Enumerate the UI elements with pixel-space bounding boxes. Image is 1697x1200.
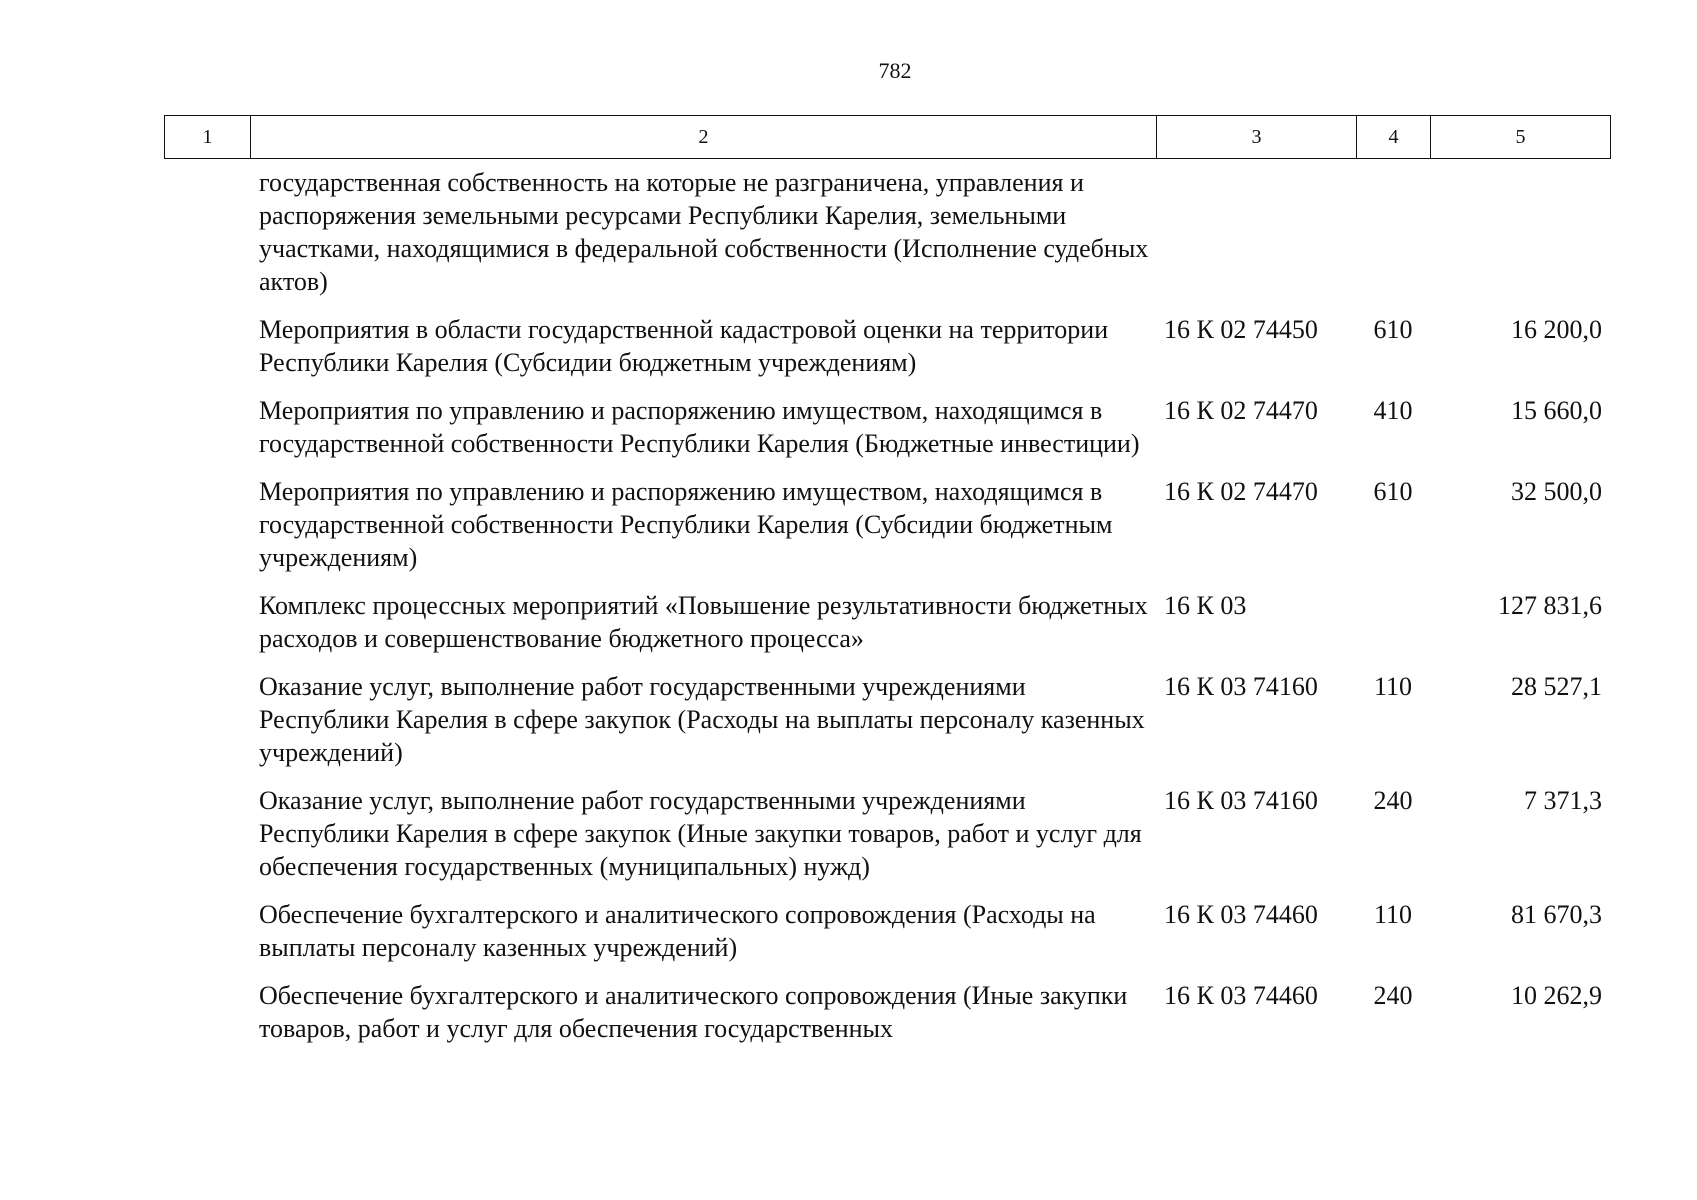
row-amount bbox=[1430, 166, 1610, 298]
row-number-cell bbox=[164, 475, 250, 574]
row-amount: 32 500,0 bbox=[1511, 477, 1602, 506]
page-number: 782 bbox=[878, 58, 912, 83]
row-type bbox=[1356, 166, 1430, 298]
row-amount: 15 660,0 bbox=[1511, 396, 1602, 425]
row-code: 16 К 03 bbox=[1164, 591, 1247, 620]
row-code bbox=[1156, 166, 1356, 298]
table-row bbox=[164, 670, 1610, 769]
row-name: Комплекс процессных мероприятий «Повышение результативности бюджетных расходов и совершенствование бюджетного процесса» bbox=[259, 591, 1148, 653]
table-body bbox=[164, 166, 1610, 1060]
row-name: Обеспечение бухгалтерского и аналитического сопровождения (Расходы на выплаты персоналу казенных учреждений) bbox=[259, 900, 1096, 962]
table-row bbox=[164, 166, 1610, 298]
row-code: 16 К 03 74460 bbox=[1164, 900, 1318, 929]
row-name: Оказание услуг, выполнение работ государственными учреждениями Республики Карелия в сфере закупок (Иные закупки товаров, работ и услуг для обеспечения государственных (муниципальных) нужд) bbox=[259, 786, 1142, 881]
column-header-table bbox=[164, 115, 1611, 159]
row-number-cell bbox=[164, 313, 250, 379]
table-row bbox=[164, 475, 1610, 574]
row-number-cell bbox=[164, 166, 250, 298]
row-code: 16 К 03 74460 bbox=[1164, 981, 1318, 1010]
row-name: государственная собственность на которые не разграничена, управления и распоряжения земельными ресурсами Республики Карелия, земельными участками, находящимися в федеральной собственности (Исполнение судебных актов) bbox=[259, 168, 1149, 296]
row-amount: 16 200,0 bbox=[1511, 315, 1602, 344]
row-amount: 127 831,6 bbox=[1498, 591, 1602, 620]
row-code: 16 К 03 74160 bbox=[1164, 786, 1318, 815]
row-code: 16 К 02 74470 bbox=[1164, 396, 1318, 425]
row-amount: 10 262,9 bbox=[1511, 981, 1602, 1010]
column-header-row bbox=[165, 116, 1611, 159]
row-number-cell bbox=[164, 394, 250, 460]
row-type: 610 bbox=[1373, 315, 1413, 344]
row-code: 16 К 02 74470 bbox=[1164, 477, 1318, 506]
row-type: 610 bbox=[1373, 477, 1413, 506]
row-name: Мероприятия в области государственной кадастровой оценки на территории Республики Карелия (Субсидии бюджетным учреждениям) bbox=[259, 315, 1109, 377]
row-number-cell bbox=[164, 589, 250, 655]
table-row bbox=[164, 898, 1610, 964]
row-type: 240 bbox=[1373, 981, 1413, 1010]
row-amount: 7 371,3 bbox=[1524, 786, 1602, 815]
table-row bbox=[164, 313, 1610, 379]
row-number-cell bbox=[164, 784, 250, 883]
row-name: Оказание услуг, выполнение работ государственными учреждениями Республики Карелия в сфере закупок (Расходы на выплаты персоналу казенных учреждений) bbox=[259, 672, 1145, 767]
row-amount: 81 670,3 bbox=[1511, 900, 1602, 929]
row-type: 240 bbox=[1373, 786, 1413, 815]
row-type: 110 bbox=[1373, 672, 1413, 701]
row-amount: 28 527,1 bbox=[1511, 672, 1602, 701]
table-row bbox=[164, 589, 1610, 655]
table-row bbox=[164, 394, 1610, 460]
row-number-cell bbox=[164, 979, 250, 1045]
row-type bbox=[1356, 589, 1430, 655]
column-header-2: 2 bbox=[251, 116, 1157, 159]
column-header-1: 1 bbox=[165, 116, 251, 159]
row-number-cell bbox=[164, 670, 250, 769]
row-name: Мероприятия по управлению и распоряжению имуществом, находящимся в государственной собственности Республики Карелия (Бюджетные инвестиции) bbox=[259, 396, 1140, 458]
column-header-5: 5 bbox=[1431, 116, 1611, 159]
row-type: 110 bbox=[1373, 900, 1413, 929]
table-row bbox=[164, 979, 1610, 1045]
row-code: 16 К 03 74160 bbox=[1164, 672, 1318, 701]
column-header-3: 3 bbox=[1157, 116, 1357, 159]
table-row bbox=[164, 784, 1610, 883]
row-number-cell bbox=[164, 898, 250, 964]
row-type: 410 bbox=[1373, 396, 1413, 425]
row-code: 16 К 02 74450 bbox=[1164, 315, 1318, 344]
column-header-4: 4 bbox=[1357, 116, 1431, 159]
row-name: Мероприятия по управлению и распоряжению имуществом, находящимся в государственной собственности Республики Карелия (Субсидии бюджетным учреждениям) bbox=[259, 477, 1113, 572]
row-name: Обеспечение бухгалтерского и аналитического сопровождения (Иные закупки товаров, работ и услуг для обеспечения государственных bbox=[259, 981, 1128, 1043]
